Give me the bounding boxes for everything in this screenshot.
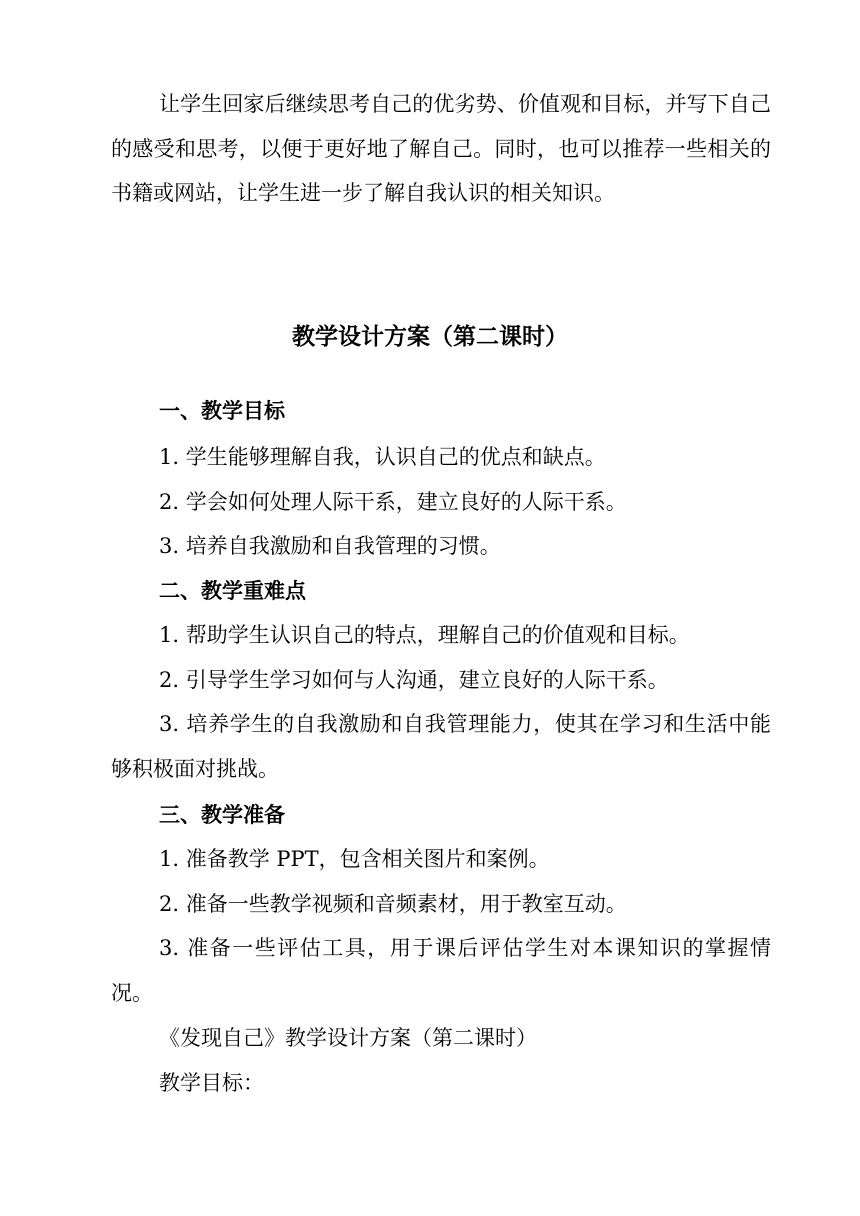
section-heading-objectives: 一、教学目标 (159, 398, 285, 423)
objectives-label: 教学目标： (159, 1071, 264, 1095)
preparation-item-2: 2. 准备一些教学视频和音频素材，用于教室互动。 (159, 892, 627, 916)
objective-item-1: 1. 学生能够理解自我，认识自己的优点和缺点。 (159, 445, 606, 469)
key-point-item-1: 1. 帮助学生认识自己的特点，理解自己的价值观和目标。 (159, 623, 690, 647)
section-heading-key-points: 二、教学重难点 (159, 578, 306, 603)
preparation-item-1: 1. 准备教学 PPT，包含相关图片和案例。 (159, 847, 550, 871)
objective-item-3: 3. 培养自我激励和自我管理的习惯。 (159, 534, 501, 558)
key-point-item-3: 3. 培养学生的自我激励和自我管理能力，使其在学习和生活中能够积极面对挑战。 (111, 712, 771, 781)
objective-item-2: 2. 学会如何处理人际干系，建立良好的人际干系。 (159, 490, 627, 514)
page-title: 教学设计方案（第二课时） (292, 323, 568, 350)
subtitle-line: 《发现自己》教学设计方案（第二课时） (159, 1026, 537, 1050)
key-point-item-2: 2. 引导学生学习如何与人沟通，建立良好的人际干系。 (159, 668, 669, 692)
preparation-item-3: 3. 准备一些评估工具，用于课后评估学生对本课知识的掌握情况。 (111, 936, 771, 1005)
section-heading-preparation: 三、教学准备 (159, 802, 285, 827)
intro-paragraph: 让学生回家后继续思考自己的优劣势、价值观和目标，并写下自己的感受和思考，以便于更好地了解自己。同时，也可以推荐一些相关的书籍或网站，让学生进一步了解自我认识的相关知识。 (111, 92, 771, 205)
